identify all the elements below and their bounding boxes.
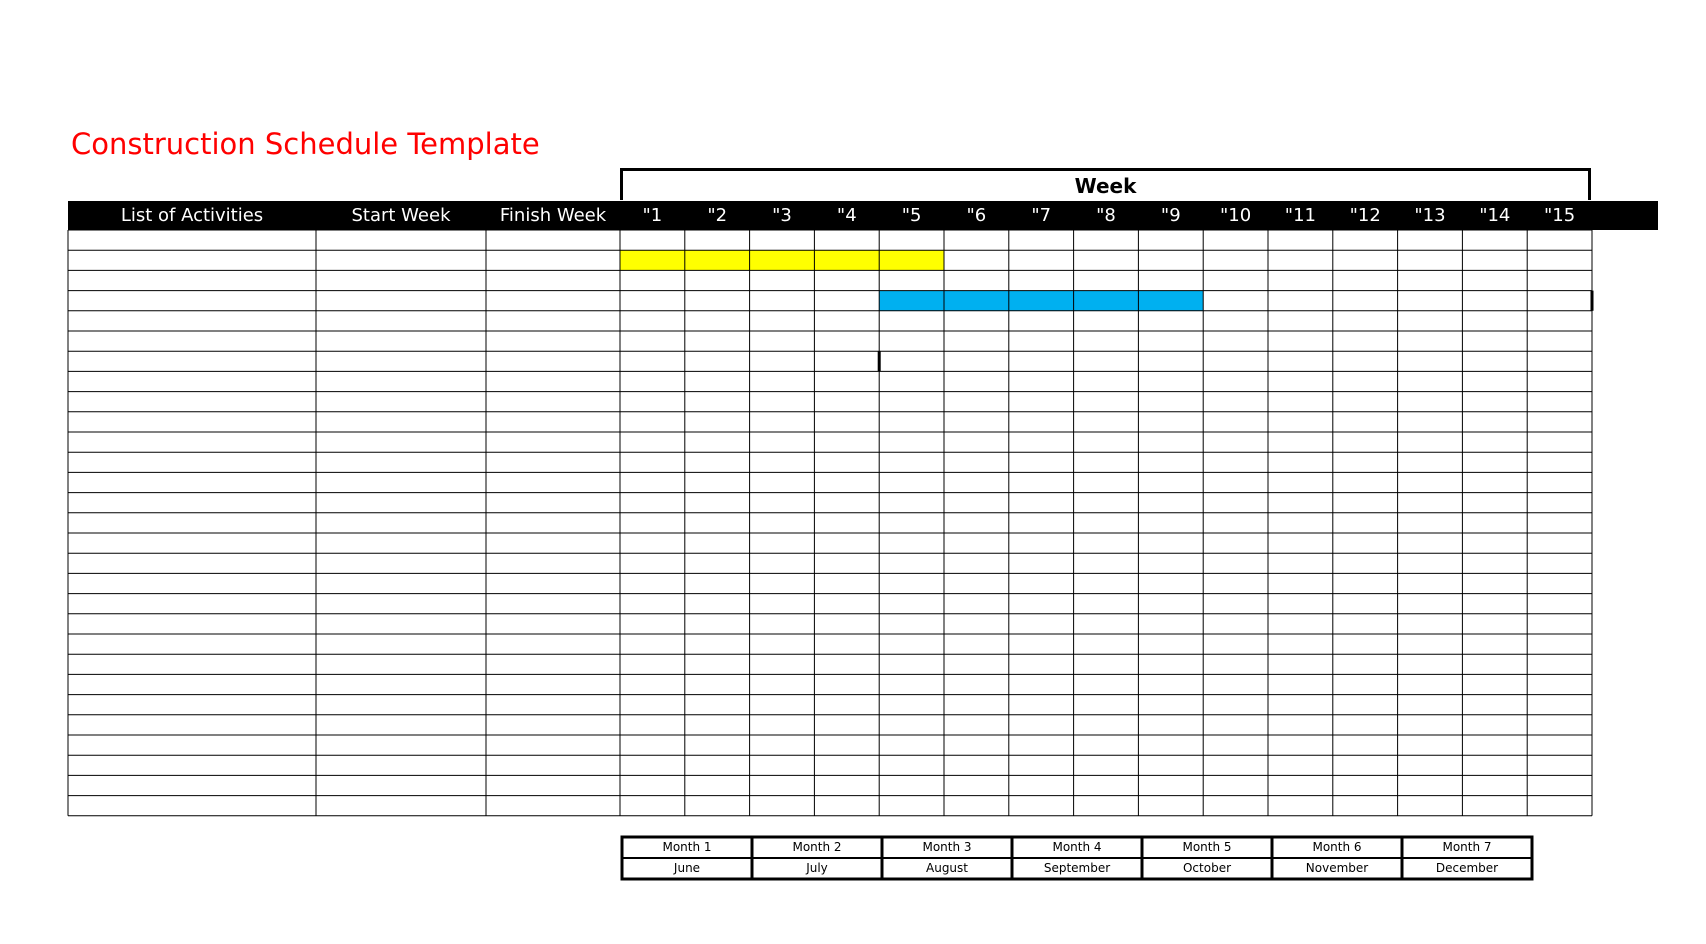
month-label-7: Month 7: [1442, 840, 1492, 854]
month-label-1: Month 1: [662, 840, 712, 854]
month-label-3: Month 3: [922, 840, 972, 854]
month-name-6: November: [1305, 861, 1369, 875]
week-header-8: "8: [1096, 205, 1116, 226]
week-header-3: "3: [772, 205, 792, 226]
week-header-11: "11: [1284, 205, 1316, 226]
month-label-2: Month 2: [792, 840, 842, 854]
month-name-5: October: [1182, 861, 1232, 875]
week-header-10: "10: [1219, 205, 1252, 226]
column-header-finish-week: Finish Week: [499, 205, 607, 226]
week-header-5: "5: [901, 205, 922, 226]
month-name-1: June: [673, 861, 701, 875]
week-header-label: Week: [1074, 173, 1137, 198]
column-header-start-week: Start Week: [351, 205, 451, 226]
month-name-4: September: [1043, 861, 1111, 875]
month-label-4: Month 4: [1052, 840, 1102, 854]
month-label-5: Month 5: [1182, 840, 1232, 854]
month-name-7: December: [1435, 861, 1499, 875]
week-header-12: "12: [1349, 205, 1381, 226]
page-title: Construction Schedule Template: [71, 127, 540, 161]
week-header-7: "7: [1031, 205, 1052, 226]
week-header-13: "13: [1414, 205, 1446, 226]
month-name-3: August: [926, 861, 968, 875]
column-header-activities: List of Activities: [120, 205, 264, 226]
week-header-9: "9: [1160, 205, 1181, 226]
week-header-1: "1: [642, 205, 663, 226]
month-label-6: Month 6: [1312, 840, 1362, 854]
week-header-15: "15: [1543, 205, 1576, 226]
week-header-2: "2: [707, 205, 728, 226]
week-header-4: "4: [836, 205, 857, 226]
week-header-6: "6: [966, 205, 987, 226]
week-header-14: "14: [1479, 205, 1511, 226]
month-name-2: July: [806, 861, 828, 875]
